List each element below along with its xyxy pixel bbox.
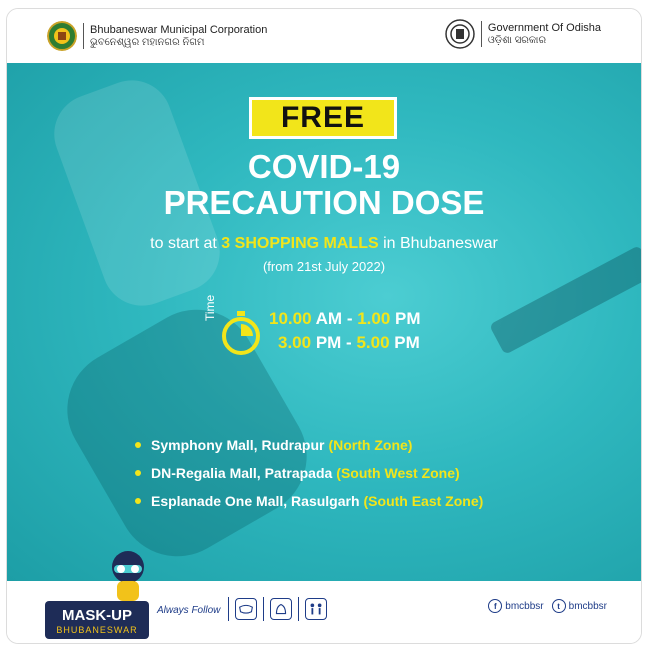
slot1-sep: - (342, 309, 358, 328)
poster-card (6, 8, 642, 644)
list-item (135, 487, 483, 515)
subtitle (7, 235, 641, 253)
odisha-name: Government Of Odisha (487, 21, 601, 34)
time-label: Time (203, 294, 217, 321)
subtitle-post: in Bhubaneswar (378, 235, 498, 252)
free-badge-text: FREE (280, 101, 365, 134)
bmc-emblem-icon (47, 21, 77, 51)
icon-divider (263, 597, 264, 621)
mask-up-title: MASK-UP (62, 607, 132, 624)
subtitle-pre: to start at (150, 235, 222, 252)
list-item (135, 459, 483, 487)
mascot-icon (103, 545, 153, 603)
mask-up-badge (45, 601, 149, 639)
bullet-icon (135, 470, 141, 476)
odisha-branding (445, 19, 601, 49)
slot2-end: 5.00 (356, 333, 390, 352)
header-divider (83, 23, 84, 49)
date-note: (from 21st July 2022) (262, 259, 386, 274)
bmc-branding (47, 21, 267, 51)
twitter-link[interactable] (552, 599, 607, 613)
handwash-icon (270, 598, 292, 620)
slot1-end-ampm: PM (395, 309, 421, 328)
icon-divider (228, 597, 229, 621)
facebook-link[interactable] (488, 599, 543, 613)
odisha-name-odia: ଓଡ଼ିଶା ସରକାର (487, 34, 547, 46)
always-follow-text: Always Follow (157, 605, 221, 616)
slot2-sep: - (341, 333, 357, 352)
mall-zone: (South East Zone) (363, 493, 484, 509)
twitter-icon: t (552, 599, 566, 613)
mall-name: Esplanade One Mall, Rasulgarh (151, 493, 360, 509)
mall-zone: (North Zone) (328, 437, 413, 453)
facebook-handle: bmcbbsr (505, 600, 544, 612)
slot2-end-ampm: PM (394, 333, 420, 352)
bullet-icon (135, 442, 141, 448)
safety-icons (225, 597, 330, 621)
bmc-name-odia: ଭୁବନେଶ୍ୱର ମହାନଗର ନିଗମ (90, 36, 205, 48)
list-item (135, 431, 483, 459)
slot1-start-ampm: AM (315, 309, 343, 328)
social-links (480, 599, 607, 613)
title-line2: PRECAUTION DOSE (163, 184, 485, 221)
time-slot-1 (269, 309, 421, 329)
footer (7, 581, 641, 643)
header (7, 9, 641, 63)
slot2-start-ampm: PM (315, 333, 342, 352)
title-line1: COVID-19 (247, 148, 401, 185)
mall-list (135, 431, 483, 515)
mask-icon (235, 598, 257, 620)
mall-zone: (South West Zone) (336, 465, 460, 481)
bullet-icon (135, 498, 141, 504)
icon-divider (298, 597, 299, 621)
mall-name: Symphony Mall, Rudrapur (151, 437, 325, 453)
stopwatch-icon (221, 311, 261, 355)
time-slot-2 (278, 333, 420, 353)
twitter-handle: bmcbbsr (568, 600, 607, 612)
slot1-end: 1.00 (357, 309, 391, 328)
vaccination-poster (7, 63, 641, 581)
free-badge (249, 97, 397, 139)
slot1-start: 10.00 (269, 309, 312, 328)
bmc-name: Bhubaneswar Municipal Corporation (90, 23, 268, 36)
mall-name: DN-Regalia Mall, Patrapada (151, 465, 333, 481)
header-divider-right (481, 21, 482, 47)
slot2-start: 3.00 (278, 333, 312, 352)
distancing-icon (305, 598, 327, 620)
subtitle-highlight: 3 SHOPPING MALLS (221, 235, 379, 252)
facebook-icon: f (488, 599, 502, 613)
odisha-emblem-icon (445, 19, 475, 49)
mask-up-subtitle: BHUBANESWAR (56, 625, 138, 635)
